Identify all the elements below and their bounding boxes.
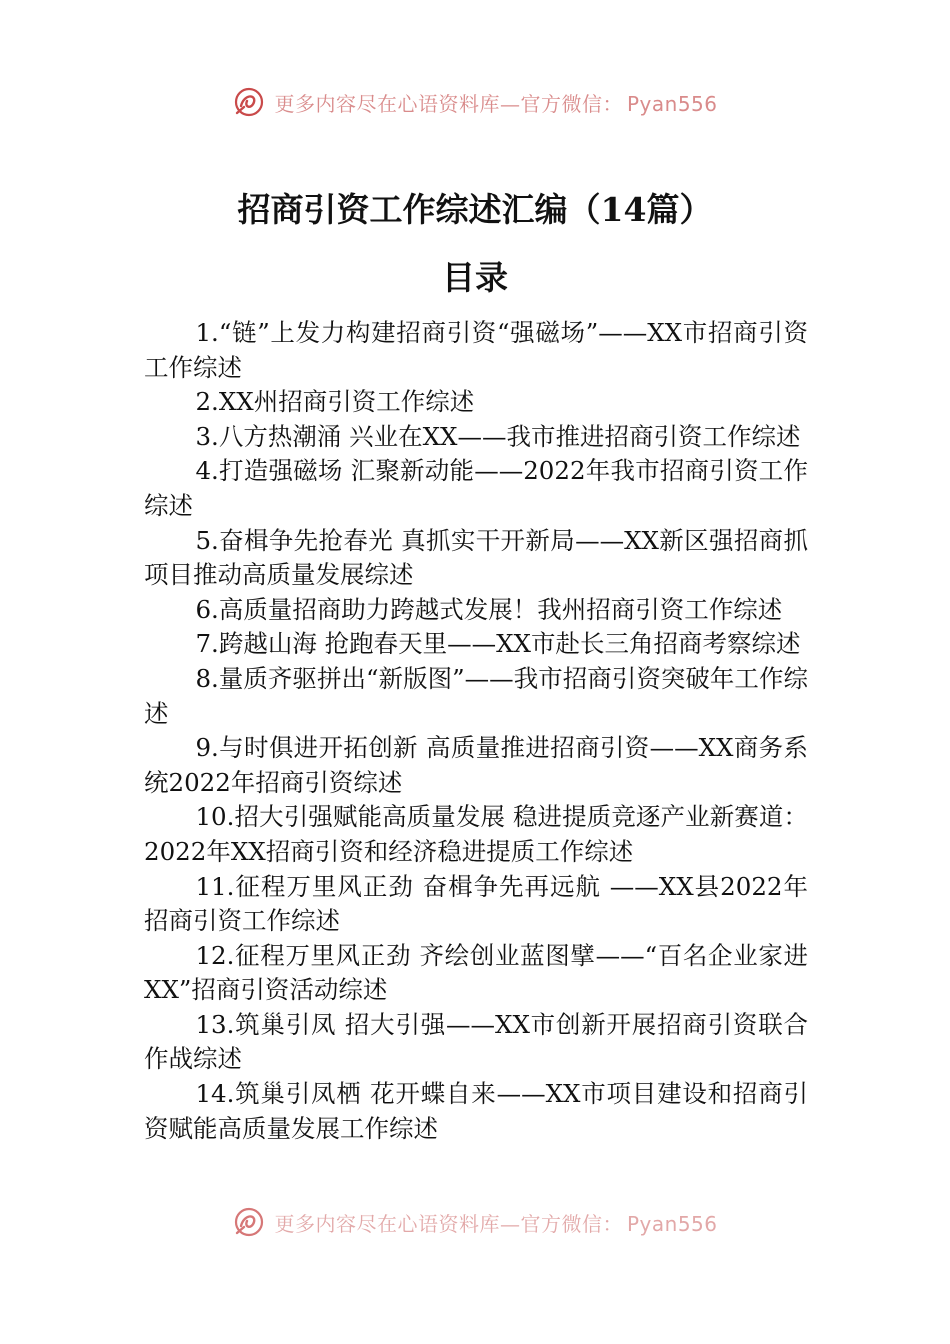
toc-item: 4.打造强磁场 汇聚新动能——2022年我市招商引资工作综述 [144,456,808,520]
swirl-logo-icon [232,1205,266,1239]
swirl-logo-icon [232,85,266,119]
toc-item: 8.量质齐驱拼出“新版图”——我市招商引资突破年工作综述 [144,663,808,728]
toc-item: 2.XX州招商引资工作综述 [195,387,475,417]
toc-item: 3.八方热潮涌 兴业在XX——我市推进招商引资工作综述 [195,421,801,451]
toc-item: 6.高质量招商助力跨越式发展！我州招商引资工作综述 [195,594,783,624]
toc-item: 13.筑巢引凤 招大引强——XX市创新开展招商引资联合作战综述 [144,1009,808,1074]
watermark-footer [0,1202,950,1242]
toc-item: 5.奋楫争先抢春光 真抓实干开新局——XX新区强招商抓项目推动高质量发展综述 [144,525,808,590]
table-of-contents [144,316,808,1146]
toc-item: 1.“链”上发力构建招商引资“强磁场”——XX市招商引资工作综述 [144,318,808,382]
document-title: 招商引资工作综述汇编（14篇） [237,190,713,229]
toc-item: 10.招大引强赋能高质量发展 稳进提质竞逐产业新赛道：2022年XX招商引资和经济稳进提质工作综述 [144,802,808,866]
toc-item: 12.征程万里风正劲 齐绘创业蓝图擘——“百名企业家进XX”招商引资活动综述 [144,940,808,1005]
watermark-id: Pyan556 [626,1211,718,1236]
watermark-id: Pyan556 [626,91,718,116]
watermark-text: 更多内容尽在心语资料库—官方微信： Pyan556 [274,91,718,116]
toc-item: 14.筑巢引凤栖 花开蝶自来——XX市项目建设和招商引资赋能高质量发展工作综述 [144,1079,808,1143]
watermark-header [0,82,950,122]
toc-item: 7.跨越山海 抢跑春天里——XX市赴长三角招商考察综述 [195,629,801,659]
toc-item: 11.征程万里风正劲 奋楫争先再远航 ——XX县2022年招商引资工作综述 [144,871,808,936]
toc-item: 9.与时俱进开拓创新 高质量推进招商引资——XX商务系统2022年招商引资综述 [144,733,808,797]
watermark-text: 更多内容尽在心语资料库—官方微信： Pyan556 [274,1211,718,1236]
toc-heading: 目录 [442,258,508,297]
